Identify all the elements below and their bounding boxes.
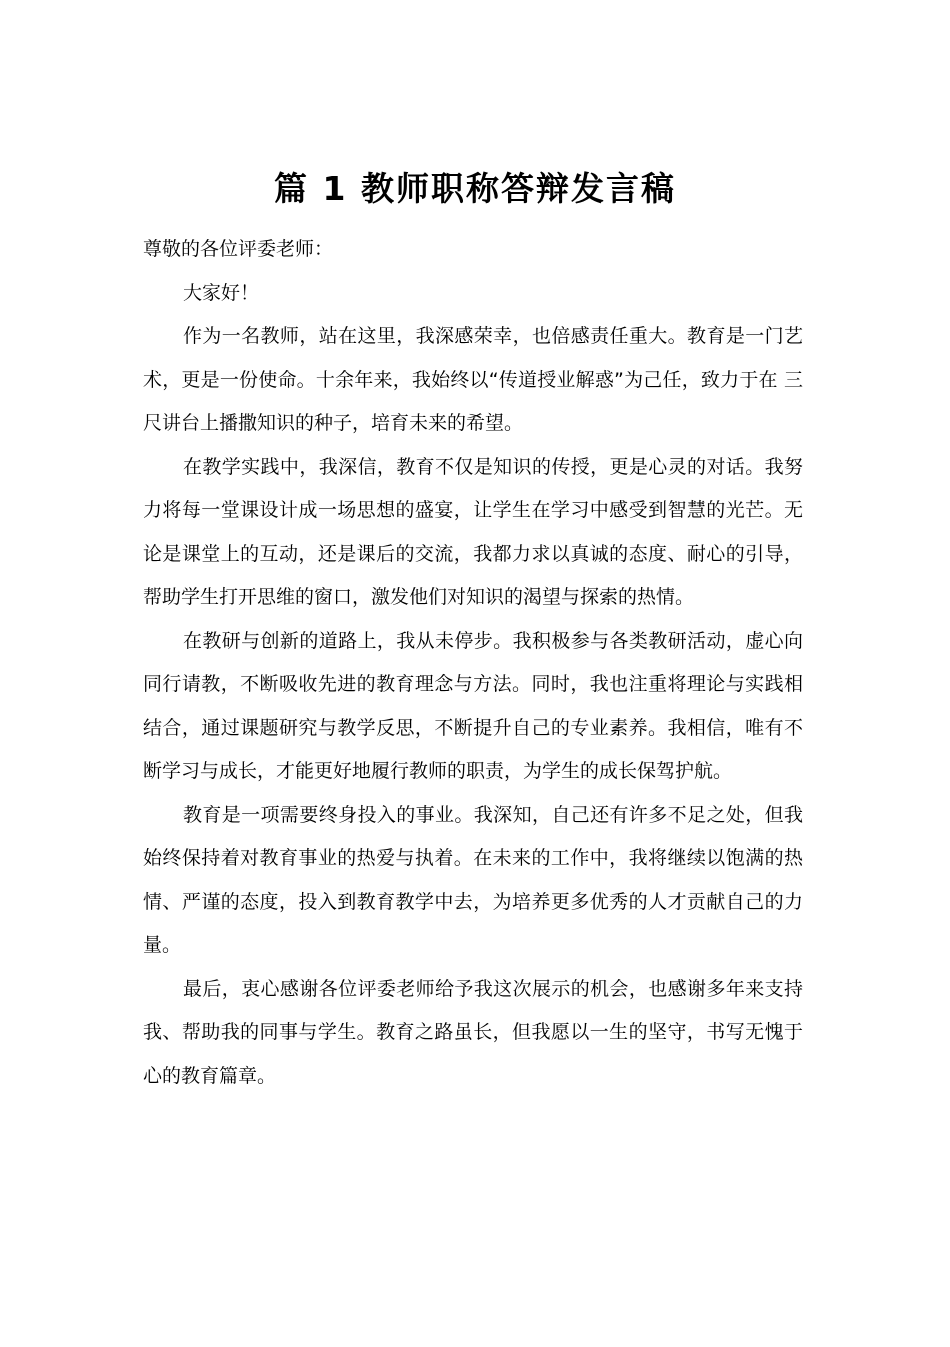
paragraph-career: 教育是一项需要终身投入的事业。我深知，自己还有许多不足之处，但我 始终保持着对教育事业的热爱与执着。在未来的工作中，我将继续以饱满的热 情、严谨的态度，投入到教育教学中去，为培养更多优秀的人才贡献自己的力 量。	[143, 803, 803, 956]
page-title: 篇 1 教师职称答辩发言稿	[274, 169, 676, 208]
greeting: 大家好！	[183, 281, 260, 304]
paragraph-intro: 作为一名教师，站在这里，我深感荣幸，也倍感责任重大。教育是一门艺 术，更是一份使命。十余年来，我始终以“传道授业解惑”为己任，致力于在 三尺讲台上播撒知识的种子，培育未来的希望。	[143, 325, 803, 434]
paragraph-closing: 最后，衷心感谢各位评委老师给予我这次展示的机会，也感谢多年来支持 我、帮助我的同事与学生。教育之路虽长，但我愿以一生的坚守，书写无愧于 心的教育篇章。	[143, 977, 803, 1087]
paragraph-teaching: 在教学实践中，我深信，教育不仅是知识的传授，更是心灵的对话。我努 力将每一堂课设计成一场思想的盛宴，让学生在学习中感受到智慧的光芒。无 论是课堂上的互动，还是课后的交流，我都力求以真诚的态度、耐心的引导， 帮助学生打开思维的窗口，激发他们对知识的渴望与探索的热情。	[143, 455, 803, 608]
salutation: 尊敬的各位评委老师：	[143, 238, 334, 260]
speech-body	[143, 228, 803, 1098]
paragraph-research: 在教研与创新的道路上，我从未停步。我积极参与各类教研活动，虚心向 同行请教，不断吸收先进的教育理念与方法。同时，我也注重将理论与实践相 结合，通过课题研究与教学反思，不断提升自己的专业素养。我相信，唯有不 断学习与成长，才能更好地履行教师的职责，为学生的成长保驾护航。	[143, 629, 803, 782]
